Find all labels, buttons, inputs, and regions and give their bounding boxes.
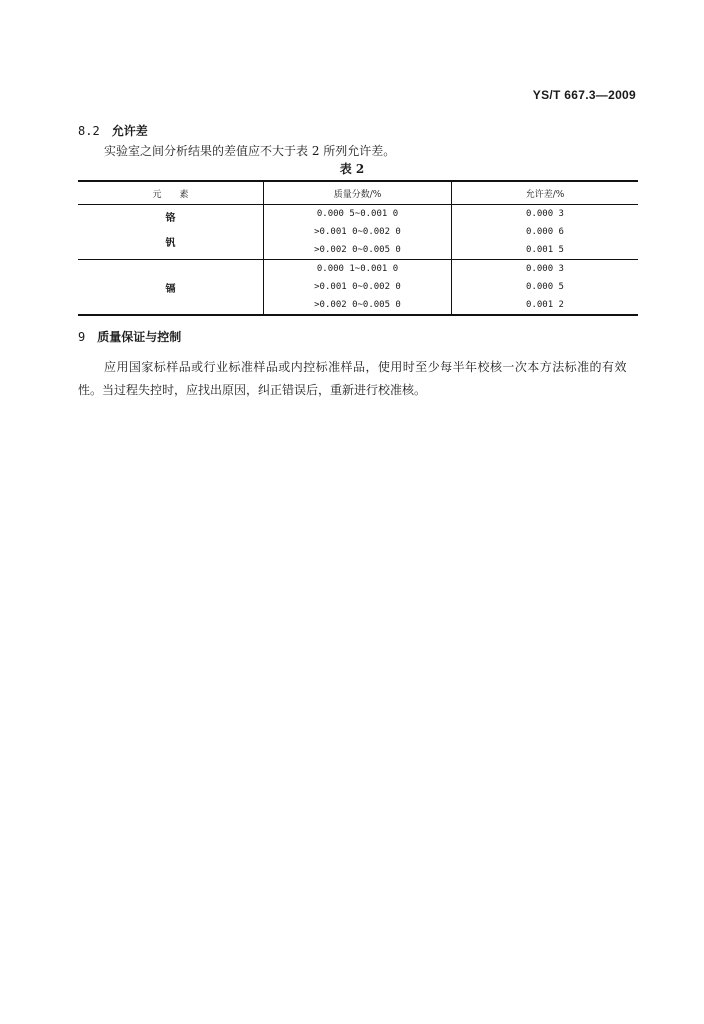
column-header-tolerance: 允许差/% [452, 181, 639, 205]
section-number: 8.2 [78, 124, 100, 138]
tolerance-cell: 0.001 5 [452, 241, 639, 260]
mass-fraction-cell: >0.002 0~0.005 0 [264, 241, 452, 260]
element-name-cd: 镉 [78, 260, 264, 316]
tolerance-cell: 0.000 5 [452, 278, 639, 296]
section-9-heading [78, 328, 181, 345]
section-8-2-heading [78, 122, 148, 139]
table-header-row [78, 181, 638, 205]
mass-fraction-cell: >0.002 0~0.005 0 [264, 296, 452, 315]
mass-fraction-cell: 0.000 1~0.001 0 [264, 260, 452, 279]
mass-fraction-cell: >0.001 0~0.002 0 [264, 223, 452, 241]
section-9-text-line-1: 应用国家标样品或行业标准样品或内控标准样品，使用时至少每半年校核一次本方法标准的有效 [104, 360, 627, 374]
section-number: 9 [78, 330, 86, 344]
standard-code: YS/T 667.3—2009 [532, 88, 636, 102]
tolerance-cell: 0.000 3 [452, 260, 639, 279]
mass-fraction-cell: 0.000 5~0.001 0 [264, 205, 452, 224]
tolerance-cell: 0.000 6 [452, 223, 639, 241]
tolerance-cell: 0.000 3 [452, 205, 639, 224]
mass-fraction-cell: >0.001 0~0.002 0 [264, 278, 452, 296]
element-cell-cr-v [78, 205, 264, 260]
tolerance-table [78, 180, 638, 316]
section-title: 允许差 [111, 124, 148, 138]
section-9-text-line-2: 性。当过程失控时，应找出原因，纠正错误后，重新进行校准核。 [78, 383, 427, 397]
table-row [78, 205, 638, 224]
element-name-cr: 铬 [165, 213, 176, 224]
table-caption: 表 2 [339, 162, 365, 176]
table-row [78, 260, 638, 279]
column-header-mass-fraction: 质量分数/% [264, 181, 452, 205]
section-title: 质量保证与控制 [97, 330, 182, 344]
element-name-v: 钒 [165, 238, 176, 249]
tolerance-cell: 0.001 2 [452, 296, 639, 315]
section-8-2-text: 实验室之间分析结果的差值应不大于表 2 所列允许差。 [104, 144, 396, 158]
column-header-element: 元 素 [78, 181, 264, 205]
